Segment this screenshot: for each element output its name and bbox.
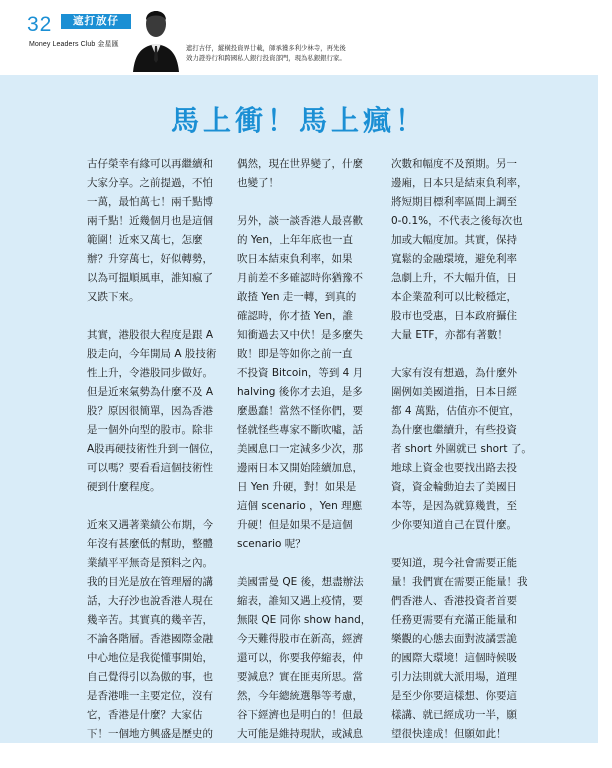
text-line: 少你要知道自己在買什麼。: [391, 519, 517, 531]
text-line: 性上升，令港股同步做好。: [87, 367, 213, 379]
text-line: 年沒有甚麼低的幫助，整體: [87, 538, 213, 550]
text-line: 樂觀的心態去面對波譎雲詭: [391, 633, 517, 645]
text-line: 資，資金輪動迫去了美國日: [391, 481, 517, 493]
text-line: 怪就怪些專家不斷吹噓，話: [237, 424, 363, 436]
text-line: 0-0.1%，不代表之後每次也: [391, 215, 523, 227]
text-line: 敗！即是等如你之前一直: [237, 348, 353, 360]
paragraph-gap: [87, 307, 219, 326]
text-line: 的 Yen，上年年底也一直: [237, 234, 353, 246]
text-line: 但是近來氣勢為什麼不及 A: [87, 386, 214, 398]
article-column-3: [391, 155, 532, 744]
text-line: 谷下經濟也是明白的！但最: [237, 709, 363, 721]
text-line: 為什麼也繼續升，有些投資: [391, 424, 517, 436]
text-line: 下！一個地方興盛是歷史的: [87, 728, 213, 740]
text-line: 然，今年總統選舉等考慮，: [237, 690, 363, 702]
text-line: 美國雷曼 QE 後，想盡辦法: [237, 576, 364, 588]
text-line: 今天難得股市在新高，經濟: [237, 633, 363, 645]
column-name-tag: 遮打放仔: [61, 14, 131, 29]
author-portrait-icon: [131, 0, 181, 72]
club-name: Money Leaders Club 金星匯: [29, 41, 119, 48]
paragraph-gap: [391, 535, 523, 554]
text-line: 邊兩日本又開始陸續加息，: [237, 462, 363, 474]
text-line: 縮表，誰知又遇上疫情，要: [237, 595, 363, 607]
text-line: 大可能是維持現狀，或減息: [237, 728, 363, 740]
text-line: 中心地位是我從懂事開始，: [87, 652, 213, 664]
text-line: 不投資 Bitcoin，等到 4 月: [237, 367, 364, 379]
text-line: 確認時，你才揸 Yen，誰: [237, 310, 353, 322]
text-line: 偶然，現在世界變了，什麼: [237, 158, 363, 170]
text-line: 我的目光是放在管理層的講: [87, 576, 213, 588]
text-line: 引力法則就大派用場，道理: [391, 671, 517, 683]
text-line: 本等，是因為就算幾貴，至: [391, 500, 517, 512]
text-line: 麼愚蠢！當然不怪你們，要: [237, 405, 363, 417]
text-line: 幾辛苦。其實真的幾辛苦，: [87, 614, 213, 626]
text-line: 這個 scenario ，Yen 理應: [237, 500, 363, 512]
text-line: 將短期目標利率區間上調至: [391, 196, 517, 208]
text-line: 邊廂，日本只是結束負利率，: [391, 177, 528, 189]
text-line: 又跌下來。: [87, 291, 140, 303]
text-line: 自己覺得引以為傲的事，也: [87, 671, 213, 683]
paragraph-gap: [237, 193, 369, 212]
text-line: 吹日本結束負利率，如果: [237, 253, 353, 265]
text-line: 月前差不多確認時你猶豫不: [237, 272, 363, 284]
text-line: 地球上資金也要找出路去投: [391, 462, 517, 474]
text-line: 大家分享。之前提過，不怕: [87, 177, 213, 189]
text-line: A股再硬技術性升到一個位，: [87, 443, 221, 455]
text-line: 大家有沒有想過，為什麼外: [391, 367, 517, 379]
text-line: 範圍！近來又萬七，怎麼: [87, 234, 203, 246]
text-line: 者 short 外圍就已 short 了。: [391, 443, 532, 455]
text-line: 圍例如美國道指，日本日經: [391, 386, 517, 398]
text-line: 是香港唯一主要定位，沒有: [87, 690, 213, 702]
text-line: 可以嗎？要看看這個技術性: [87, 462, 213, 474]
text-line: 次數和幅度不及預期。另一: [391, 158, 517, 170]
text-line: 股走向，今年開局 A 股技術: [87, 348, 217, 360]
text-line: 是一個外向型的股市。除非: [87, 424, 213, 436]
text-line: 都 4 萬點，估值亦不便宜，: [391, 405, 520, 417]
text-line: 古仔榮幸有緣可以再繼續和: [87, 158, 213, 170]
text-line: 話，大孖沙也說香港人現在: [87, 595, 213, 607]
text-line: 望很快達成！但願如此！: [391, 728, 507, 740]
paragraph-gap: [391, 345, 523, 364]
text-line: 日 Yen 升硬，對！如果是: [237, 481, 357, 493]
text-line: 兩千點！近幾個月也是這個: [87, 215, 213, 227]
page-header: [0, 0, 612, 75]
text-line: 無限 QE 同你 show hand，: [237, 614, 372, 626]
text-line: scenario 呢？: [237, 538, 306, 550]
text-line: 硬到什麼程度。: [87, 481, 161, 493]
text-line: 任務更需要有充滿正能量和: [391, 614, 517, 626]
text-line: 它，香港是什麼？大家估: [87, 709, 203, 721]
text-line: 業績平平無奇是預料之內。: [87, 557, 213, 569]
text-line: 也變了！: [237, 177, 279, 189]
text-line: 其實，港股很大程度是跟 A: [87, 329, 214, 341]
text-line: 本企業盈利可以比較穩定，: [391, 291, 517, 303]
paragraph-gap: [237, 554, 369, 573]
text-line: 大量 ETF，亦都有著數！: [391, 329, 508, 341]
text-line: 一萬，最怕萬七！兩千點博: [87, 196, 213, 208]
text-line: 知衝過去又中伏！是多麼失: [237, 329, 363, 341]
article-column-1: [87, 155, 219, 744]
page-margin: [598, 75, 612, 743]
author-bio: [186, 43, 516, 63]
bio-line: 效力證券行和跨國私人銀行投資部門，現為私銀銀行家。: [186, 54, 346, 62]
text-line: 們香港人、香港投資者首要: [391, 595, 517, 607]
text-line: 敢揸 Yen 走一轉，到真的: [237, 291, 357, 303]
page-number: 32: [27, 13, 53, 36]
text-line: 股？原因很簡單，因為香港: [87, 405, 213, 417]
text-line: 還可以，你要我停縮表，仲: [237, 652, 363, 664]
text-line: 以為可搵順風車，誰知瘋了: [87, 272, 213, 284]
text-line: 辦？升穿萬七，好似轉勢，: [87, 253, 213, 265]
text-line: 股市也受惠，日本政府攝住: [391, 310, 517, 322]
bio-line: 遮打古仔，縱橫投資界廿載，師承獲多利少林寺，再先後: [186, 44, 346, 52]
text-line: 的國際大環境！這個時候吸: [391, 652, 517, 664]
article-title: 馬上衝！馬上瘋！: [170, 104, 427, 137]
text-line: 量！我們實在需要正能量！我: [391, 576, 528, 588]
text-line: 寬鬆的金融環境，避免利率: [391, 253, 517, 265]
text-line: 樣講、就已經成功一半，願: [391, 709, 517, 721]
text-line: 美國息口一定減多少次，那: [237, 443, 363, 455]
text-line: 不論各階層。香港國際金融: [87, 633, 213, 645]
text-line: 要減息？實在匪夷所思。當: [237, 671, 363, 683]
text-line: halving 後你才去追，是多: [237, 386, 363, 398]
text-line: 是至少你要這樣想、你要這: [391, 690, 517, 702]
text-line: 升硬！但是如果不是這個: [237, 519, 353, 531]
text-line: 要知道，現今社會需要正能: [391, 557, 517, 569]
article-column-2: [237, 155, 372, 744]
paragraph-gap: [87, 497, 219, 516]
text-line: 急劇上升，不大幅升值，日: [391, 272, 517, 284]
text-line: 近來又遇著業績公布期，今: [87, 519, 213, 531]
text-line: 加或大幅度加。其實，保持: [391, 234, 517, 246]
text-line: 另外，談一談香港人最喜歡: [237, 215, 363, 227]
